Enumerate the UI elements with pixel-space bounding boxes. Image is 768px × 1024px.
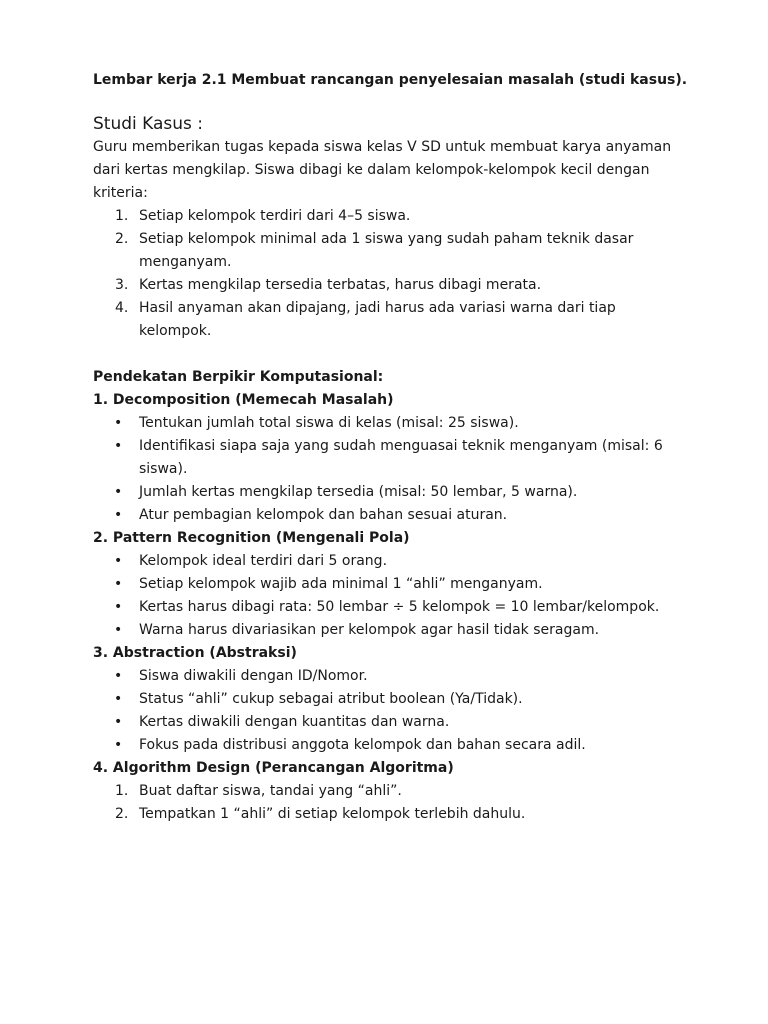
- algorithm-step-text: Buat daftar siswa, tandai yang “ahli”.: [139, 783, 402, 799]
- list-item: [93, 435, 669, 481]
- list-item: [93, 412, 669, 435]
- criteria-item: [93, 297, 669, 343]
- bullet-icon: •: [114, 714, 123, 730]
- case-intro-paragraph: Guru memberikan tugas kepada siswa kelas V SD untuk membuat karya anyaman dari kertas mengkilap. Siswa dibagi ke dalam kelompok-kelompok kecil dengan kriteria:: [93, 139, 672, 201]
- algorithm-step-text: Tempatkan 1 “ahli” di setiap kelompok terlebih dahulu.: [139, 806, 526, 822]
- list-item-text: Fokus pada distribusi anggota kelompok dan bahan secara adil.: [139, 737, 586, 753]
- bullet-icon: •: [114, 691, 123, 707]
- list-number: 2.: [115, 231, 129, 247]
- bullet-icon: •: [114, 599, 123, 615]
- criteria-item: [93, 205, 669, 228]
- list-item-text: Status “ahli” cukup sebagai atribut boolean (Ya/Tidak).: [139, 691, 523, 707]
- list-item: [93, 550, 669, 573]
- worksheet-title: Lembar kerja 2.1 Membuat rancangan penyelesaian masalah (studi kasus).: [93, 72, 688, 88]
- approach-heading: Pendekatan Berpikir Komputasional:: [93, 369, 384, 385]
- list-item-text: Jumlah kertas mengkilap tersedia (misal: 50 lembar, 5 warna).: [139, 484, 578, 500]
- criteria-text: Setiap kelompok terdiri dari 4–5 siswa.: [139, 208, 411, 224]
- algorithm-step: [93, 780, 669, 803]
- algorithm-step: [93, 803, 669, 826]
- abstraction-list: [93, 665, 708, 757]
- list-item-text: Identifikasi siapa saja yang sudah menguasai teknik menganyam (misal: 6 siswa).: [139, 438, 663, 477]
- list-item-text: Kertas harus dibagi rata: 50 lembar ÷ 5 kelompok = 10 lembar/kelompok.: [139, 599, 660, 615]
- bullet-icon: •: [114, 438, 123, 454]
- list-item-text: Warna harus divariasikan per kelompok agar hasil tidak seragam.: [139, 622, 600, 638]
- section-title-pattern-recognition: 2. Pattern Recognition (Mengenali Pola): [93, 530, 410, 546]
- list-item: [93, 596, 669, 619]
- list-item: [93, 481, 669, 504]
- list-number: 2.: [115, 806, 129, 822]
- bullet-icon: •: [114, 668, 123, 684]
- list-item: [93, 734, 669, 757]
- criteria-text: Setiap kelompok minimal ada 1 siswa yang sudah paham teknik dasar menganyam.: [139, 231, 634, 270]
- list-item: [93, 688, 669, 711]
- list-item: [93, 504, 669, 527]
- list-item-text: Atur pembagian kelompok dan bahan sesuai aturan.: [139, 507, 508, 523]
- list-number: 3.: [115, 277, 129, 293]
- list-item: [93, 711, 669, 734]
- bullet-icon: •: [114, 576, 123, 592]
- criteria-item: [93, 274, 669, 297]
- criteria-list: [93, 205, 708, 343]
- list-item: [93, 619, 669, 642]
- list-item-text: Kertas diwakili dengan kuantitas dan warna.: [139, 714, 450, 730]
- list-item-text: Tentukan jumlah total siswa di kelas (misal: 25 siswa).: [139, 415, 519, 431]
- list-item: [93, 573, 669, 596]
- criteria-text: Hasil anyaman akan dipajang, jadi harus ada variasi warna dari tiap kelompok.: [139, 300, 616, 339]
- criteria-item: [93, 228, 669, 274]
- bullet-icon: •: [114, 737, 123, 753]
- pattern-recognition-list: [93, 550, 708, 642]
- section-title-abstraction: 3. Abstraction (Abstraksi): [93, 645, 297, 661]
- bullet-icon: •: [114, 553, 123, 569]
- list-item-text: Siswa diwakili dengan ID/Nomor.: [139, 668, 368, 684]
- bullet-icon: •: [114, 484, 123, 500]
- bullet-icon: •: [114, 415, 123, 431]
- section-title-decomposition: 1. Decomposition (Memecah Masalah): [93, 392, 394, 408]
- list-number: 4.: [115, 300, 129, 316]
- list-item-text: Kelompok ideal terdiri dari 5 orang.: [139, 553, 388, 569]
- list-item-text: Setiap kelompok wajib ada minimal 1 “ahli” menganyam.: [139, 576, 543, 592]
- case-study-heading: Studi Kasus :: [93, 114, 204, 134]
- algorithm-steps-list: [93, 780, 708, 826]
- list-item: [93, 665, 669, 688]
- decomposition-list: [93, 412, 708, 527]
- list-number: 1.: [115, 783, 129, 799]
- bullet-icon: •: [114, 622, 123, 638]
- bullet-icon: •: [114, 507, 123, 523]
- list-number: 1.: [115, 208, 129, 224]
- section-title-algorithm-design: 4. Algorithm Design (Perancangan Algoritma): [93, 760, 454, 776]
- criteria-text: Kertas mengkilap tersedia terbatas, harus dibagi merata.: [139, 277, 542, 293]
